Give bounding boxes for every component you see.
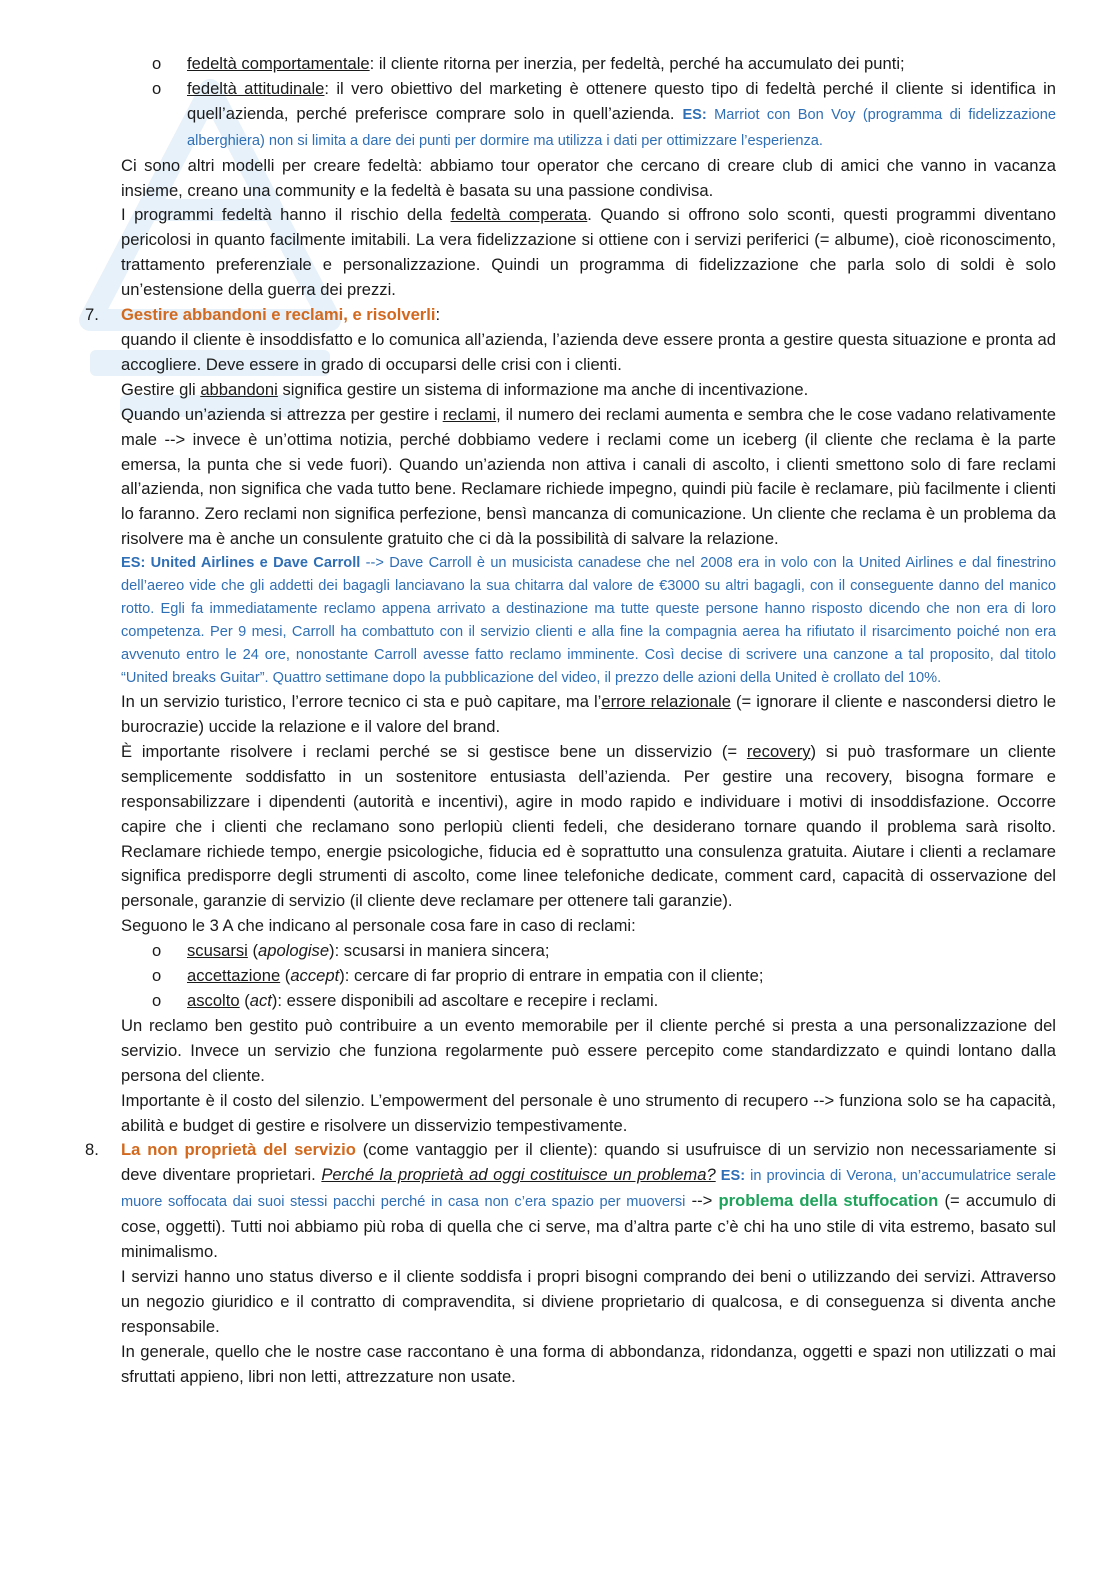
- bullet-marker: o: [152, 991, 162, 1010]
- bullet-marker: o: [152, 54, 162, 73]
- term: recovery: [746, 741, 811, 761]
- term: abbandoni: [200, 379, 278, 399]
- text: . Quando si offrono solo sconti, questi programmi diventano pericolosi in quanto facilmente imitabili. La vera fidelizzazione si ottiene con i servizi periferici (= albume), cioè riconoscimento, trattamento preferenziale e personalizzazione. Quindi un programma di fidelizzazione che parla solo di soldi è solo un’estensione della guerra dei prezzi.: [121, 205, 1056, 300]
- example-text: --> Dave Carroll è un musicista canadese che nel 2008 era in volo con la United Airlines e dal finestrino dell’aereo vide che gli addetti dei bagagli lanciavano la sua chitarra dal valore de €3000 su altri bagagli, con il conseguente danno del manico rotto. Egli fa immediatamente reclamo appena arrivato a destinazione ma tutte queste persone hanno risposto dicendo che non era di loro competenza. Per 9 mesi, Carroll ha combattuto con il servizio clienti e alla fine la compagnia aerea ha rifiutato il risarcimento poiché non era avvenuto entro le 24 ore, nonostante Carroll avesse fatto reclamo imminente. Così decise di scrivere una canzone a tal proposito, dal titolo “United breaks Guitar”. Quattro settimane dopo la pubblicazione del video, il prezzo delle azioni della United è crollato del 10%.: [121, 555, 1057, 687]
- section-7-heading: [85, 303, 1056, 328]
- list-item: [152, 52, 1056, 77]
- paragraph: [121, 690, 1056, 740]
- highlight-term: problema della stuffocation: [718, 1191, 939, 1211]
- paragraph: In generale, quello che le nostre case raccontano è una forma di abbondanza, ridondanza, oggetti e spazi non utilizzati o mai sfruttati appieno, libri non letti, attrezzature non usate.: [121, 1341, 1056, 1386]
- example-label: ES:: [715, 1168, 746, 1185]
- english-term: apologise: [258, 941, 330, 961]
- example-text: in provincia di Verona, un’accumulatrice serale muore soffocata dai suoi stessi pacchi perché in casa non c’era spazio per muoversi: [121, 1168, 1056, 1211]
- section-title: La non proprietà del servizio: [121, 1140, 356, 1160]
- text: significa gestire un sistema di informazione ma anche di incentivazione.: [277, 379, 809, 399]
- english-term: act: [249, 991, 272, 1010]
- list-item: [152, 77, 1056, 154]
- text: In un servizio turistico, l’errore tecnico ci sta e può capitare, ma l’: [121, 692, 602, 712]
- section-number: 7.: [85, 305, 99, 325]
- term: fedeltà comperata: [450, 205, 588, 225]
- example-label: ES: United Airlines e Dave Carroll: [121, 555, 361, 572]
- section-number: 8.: [85, 1140, 99, 1160]
- term: errore relazionale: [601, 692, 731, 712]
- term: ascolto: [187, 991, 240, 1010]
- paragraph: [121, 740, 1056, 914]
- paragraph: Seguono le 3 A che indicano al personale cosa fare in caso di reclami:: [121, 916, 636, 936]
- example-label: ES:: [682, 106, 707, 123]
- paragraph: Importante è il costo del silenzio. L’empowerment del personale è uno strumento di recupero --> funziona solo se ha capacità, abilità e budget di gestire e risolvere un disservizio tempestivamente.: [121, 1090, 1056, 1135]
- bullet-marker: o: [152, 78, 162, 98]
- text: I programmi fedeltà hanno il rischio della: [121, 205, 451, 225]
- arrow: -->: [685, 1191, 713, 1211]
- term: scusarsi: [187, 941, 248, 961]
- term: reclami: [442, 404, 497, 424]
- bullet-marker: o: [152, 941, 162, 961]
- text: (: [280, 966, 291, 986]
- text: , il numero dei reclami aumenta e sembra che le cose vadano relativamente male --> invece è un’ottima notizia, perché dobbiamo vedere i reclami come un iceberg (il cliente che reclama è la parte emersa, la punta che si vede fuori). Quando un’azienda non attiva i canali di ascolto, i clienti smettono solo di fare reclami all’azienda, non significa che vada tutto bene. Reclamare richiede impegno, quindi più facile è reclamare, più facilmente i clienti lo faranno. Zero reclami non significa perfezione, bensì mancanza di comunicazione. Un cliente che reclama è un problema da risolvere ma è anche un consulente gratuito che ci dà la possibilità di salvare la relazione.: [121, 404, 1057, 549]
- term: fedeltà comportamentale: [187, 54, 370, 73]
- term: fedeltà attitudinale: [187, 78, 325, 98]
- text: ): essere disponibili ad ascoltare e recepire i reclami.: [271, 991, 659, 1010]
- text: (come vantaggio per il cliente): quando si usufruisce di un servizio non necessariamente si deve diventare proprietari.: [121, 1140, 1057, 1185]
- text: ): cercare di far proprio di entrare in empatia con il cliente;: [339, 966, 764, 986]
- paragraph: [121, 378, 1056, 403]
- paragraph: I servizi hanno uno status diverso e il cliente soddisfa i propri bisogni comprando dei beni o utilizzando dei servizi. Attraverso un negozio giuridico e il contratto di compravendita, si diviene proprietario di qualcosa, e di conseguenza si diventa anche responsabile.: [121, 1266, 1056, 1336]
- paragraph: quando il cliente è insoddisfatto e lo comunica all’azienda, l’azienda deve essere pronta a gestire questa situazione e pronta ad accogliere. Deve essere in grado di occuparsi delle crisi con i clienti.: [121, 329, 1056, 374]
- text: : il vero obiettivo del marketing è ottenere questo tipo di fedeltà perché il cliente si identifica in quell’azienda, perché preferisce comprare solo in quell’azienda.: [187, 78, 1056, 123]
- text: : il cliente ritorna per inerzia, per fedeltà, perché ha accumulato dei punti;: [369, 54, 905, 73]
- term: accettazione: [187, 966, 281, 986]
- colon: :: [435, 305, 441, 325]
- example-text: Marriot con Bon Voy (programma di fidelizzazione alberghiera) non si limita a dare dei punti per dormire ma utilizza i dati per ottimizzare l’esperienza.: [187, 106, 1056, 149]
- text: (: [247, 941, 258, 961]
- paragraph: Un reclamo ben gestito può contribuire a un evento memorabile per il cliente perché si presta a una personalizzazione del servizio. Invece un servizio che funziona regolarmente può essere percepito come standardizzato e quindi lontano dalla persona del cliente.: [121, 1015, 1056, 1085]
- list-item: [152, 989, 1056, 1014]
- list-item: [152, 964, 1056, 989]
- text: (: [239, 991, 250, 1010]
- question: Perché la proprietà ad oggi costituisce un problema?: [321, 1165, 716, 1185]
- paragraph: [121, 403, 1056, 552]
- list-item: [152, 939, 1056, 964]
- text: (= ignorare il cliente e nascondersi dietro le burocrazie) uccide la relazione e il valore del brand.: [121, 692, 1056, 737]
- document-body: [0, 52, 1116, 1390]
- text: Gestire gli: [121, 379, 201, 399]
- paragraph: Ci sono altri modelli per creare fedeltà: abbiamo tour operator che cercano di creare club di amici che vanno in vacanza insieme, creano una community e la fedeltà è basata su una passione condivisa.: [121, 155, 1056, 200]
- section-title: Gestire abbandoni e reclami, e risolverli: [121, 305, 436, 325]
- paragraph: [121, 203, 1056, 303]
- text: Quando un’azienda si attrezza per gestire i: [121, 404, 443, 424]
- text: (= accumulo di cose, oggetti). Tutti noi abbiamo più roba di quella che ci serve, ma d’altra parte c’è chi ha uno stile di vita estremo, basato sul minimalismo.: [121, 1191, 1056, 1262]
- text: È importante risolvere i reclami perché se si gestisce bene un disservizio (=: [121, 741, 747, 761]
- example-block: [121, 552, 1056, 690]
- text: ): scusarsi in maniera sincera;: [329, 941, 550, 961]
- text: ) si può trasformare un cliente semplicemente soddisfatto in un sostenitore entusiasta dell’azienda. Per gestire una recovery, bisogna formare e responsabilizzare i dipendenti (autorità e incentivi), agire in modo rapido e individuare i motivi di insoddisfazione. Occorre capire che i clienti che reclamano sono perlopiù clienti fedeli, che desiderano tornare quando il problema sarà risolto. Reclamare richiede tempo, energie psicologiche, fiducia ed è soprattutto una consulenza gratuita. Aiutare i clienti a reclamare significa predisporre degli strumenti di ascolto, come linee telefoniche dedicate, comment card, capacità di osservazione del personale, garanzie di servizio (il cliente deve reclamare per ottenere tali garanzie).: [121, 741, 1056, 911]
- section-8-paragraph: [85, 1138, 1057, 1265]
- english-term: accept: [290, 966, 340, 986]
- bullet-marker: o: [152, 966, 162, 986]
